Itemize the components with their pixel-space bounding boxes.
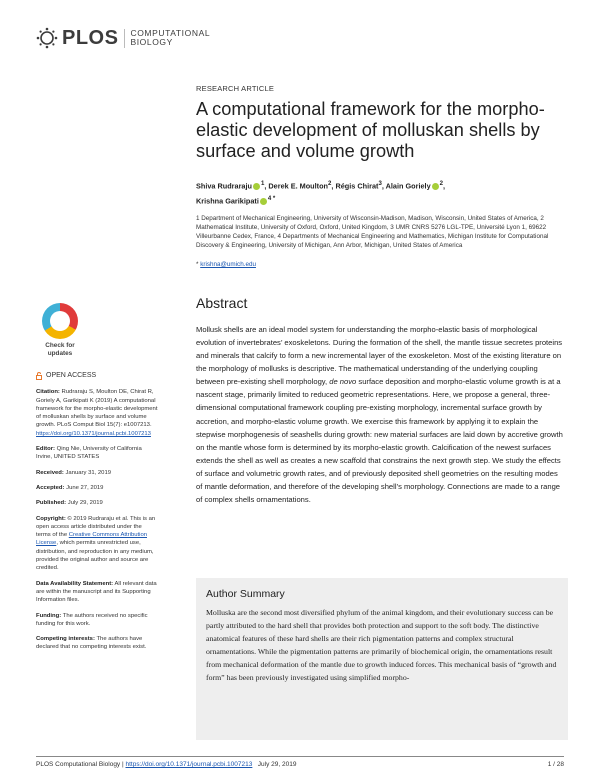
footer-doi-link[interactable]: https://doi.org/10.1371/journal.pcbi.1007213 — [125, 761, 253, 768]
orcid-icon[interactable] — [253, 183, 260, 190]
author-name[interactable]: , Régis Chirat — [331, 181, 379, 191]
author-list — [196, 177, 566, 208]
footer-journal: PLOS Computational Biology — [36, 761, 121, 768]
funding-label: Funding: — [36, 612, 62, 619]
funding-block — [36, 612, 158, 629]
author-name[interactable]: Shiva Rudraraju — [196, 181, 252, 191]
data-availability-block — [36, 580, 158, 605]
received-label: Received: — [36, 469, 64, 476]
footer-divider — [36, 756, 564, 757]
data-availability-text: All relevant data are within the manuscript and its Supporting Information files. — [36, 580, 157, 604]
abstract-text-part1: Mollusk shells are an ideal model system for understanding the morpho-elastic basis of morphological evolution of invertebrates’ exoskeletons. During the formation of the shell, the mantle tissue secretes proteins and minerals that calcify to form a new incremental layer of the exoskeleton. Most of the existing literature on the morphology of mollusks is descriptive. The mathematical understanding of the underlying coupling between pre-existing shell morphology, — [196, 324, 563, 387]
orcid-icon[interactable] — [260, 198, 267, 205]
affiliations: 1 Department of Mechanical Engineering, University of Wisconsin-Madison, Madison, Wisconsin, United States of America, 2 Mathematical Institute, University of Oxford, Oxford, United Kingdom, 3 UMR CNRS 5276 LGL-TPE, Université Lyon 1, 69622 Villeurbanne Cedex, France, 4 Departments of Mechanical Engineering and Mathematics, Michigan Institute for Computational Discovery & Engineering, University of Michigan, Ann Arbor, Michigan, United States of America — [196, 214, 549, 249]
editor-block — [36, 445, 158, 462]
author-affil-sup: 2 — [328, 180, 332, 187]
author-affil-sup: 1 — [260, 180, 265, 187]
journal-name-line2: BIOLOGY — [130, 37, 173, 47]
page-number: 1 / 28 — [547, 761, 564, 768]
copyright-block — [36, 515, 158, 573]
article-title: A computational framework for the morpho-elastic development of molluskan shells by surface and volume growth — [196, 99, 545, 161]
author-affil-sup: 3 — [378, 180, 382, 187]
check-for-updates-badge[interactable] — [36, 303, 84, 363]
copyright-label: Copyright: — [36, 515, 66, 522]
accepted-date: June 27, 2019 — [64, 484, 104, 491]
copyright-text: © 2019 Rudraraju et al. This is an open access article distributed under the terms of the — [36, 515, 156, 539]
author-affil-sup: 2 — [439, 180, 444, 187]
citation-block — [36, 388, 158, 438]
check-updates-line1: Check for — [45, 342, 75, 349]
accepted-label: Accepted: — [36, 484, 65, 491]
accepted-block — [36, 484, 158, 492]
open-lock-icon — [36, 372, 42, 380]
author-separator: , — [443, 181, 446, 191]
plos-logo[interactable] — [36, 24, 210, 52]
journal-name — [124, 29, 210, 48]
published-date: July 29, 2019 — [66, 500, 103, 507]
author-name[interactable]: Krishna Garikipati — [196, 196, 259, 206]
article-type: RESEARCH ARTICLE — [196, 84, 275, 93]
competing-interests-block — [36, 635, 158, 652]
copyright-text-cont: , which permits unrestricted use, distribution, and reproduction in any medium, provided the original author and source are credited. — [36, 540, 154, 572]
orcid-icon[interactable] — [432, 183, 439, 190]
page-footer — [36, 761, 564, 768]
footer-date: July 29, 2019 — [257, 761, 297, 768]
author-summary-box — [196, 578, 568, 740]
check-updates-icon — [42, 303, 78, 339]
check-updates-label — [36, 342, 84, 357]
funding-text: The authors received no specific funding for this work. — [36, 612, 148, 627]
open-access-text: OPEN ACCESS — [46, 372, 97, 379]
abstract-text-italic: de novo — [329, 377, 357, 387]
plos-logo-icon — [36, 27, 58, 49]
data-availability-label: Data Availability Statement: — [36, 580, 114, 587]
corresponding-star: * — [196, 260, 199, 268]
abstract-text-part2: surface deposition and morpho-elastic volume growth is at a nascent stage, primarily limited to reduced geometric representations. Here, we propose a general, three-dimensional computational framework coupling pre-existing morphology, incremental surface growth by accretion, and morpho-elastic volume growth. We exercise this framework by applying it to explain the stepwise morphogenesis of seashells during growth: new material surfaces are laid down by accretive growth on the mantle whose form is determined by its morpho-elastic growth. Calcification of the newest surfaces extends the shell as well as creates a new scaffold that constrains the next growth step. We study the effects of surface and volumetric growth rates, and of previously deposited shell geometries on the resulting modes of mantle deformation, and therefore of the developing shell’s morphology. Connections are made to a range of complex shells ornamentations. — [196, 377, 563, 505]
open-access-label — [36, 372, 158, 380]
footer-separator: | — [120, 761, 126, 768]
check-updates-line2: updates — [47, 349, 73, 357]
editor-label: Editor: — [36, 446, 55, 453]
abstract-heading: Abstract — [196, 294, 248, 311]
sidebar-metadata — [36, 372, 158, 659]
author-name[interactable]: , Alain Goriely — [381, 181, 431, 191]
published-block — [36, 499, 158, 507]
citation-doi-link[interactable]: https://doi.org/10.1371/journal.pcbi.1007213 — [36, 430, 151, 437]
published-label: Published: — [36, 500, 67, 507]
author-name[interactable]: , Derek E. Moulton — [264, 181, 329, 191]
corresponding-email-link[interactable]: krishna@umich.edu — [200, 260, 256, 268]
author-summary-heading: Author Summary — [206, 588, 285, 600]
citation-label: Citation: — [36, 389, 60, 396]
corresponding-author — [196, 260, 566, 269]
logo-text: PLOS — [62, 26, 119, 49]
competing-interests-text: The authors have declared that no competing interests exist. — [36, 636, 147, 651]
received-date: January 31, 2019 — [63, 469, 112, 476]
competing-interests-label: Competing interests: — [36, 636, 95, 643]
citation-text: Rudraraju S, Moulton DE, Chirat R, Goriely A, Garikipati K (2019) A computational framework for the morpho-elastic development of molluskan shells by surface and volume growth. PLoS Comput Biol 15(7): e1007213. — [36, 389, 158, 429]
license-link[interactable]: Creative Commons Attribution License — [36, 532, 147, 547]
author-affil-sup: 4 * — [267, 195, 276, 203]
abstract-text — [196, 323, 566, 506]
author-summary-text: Molluska are the second most diversified phylum of the animal kingdom, and their evolutionary success can be partly attributed to the hard shell that provides both protection and support to the soft body. The distinctive anatomical features of these hard shells are their rich pigmentation patterns and complex structural ornamentations. While the pigmentation patterns are primarily of biochemical origin, the ornamentations result from mechanical deformation of the mantle due to growth induced forces. This mechanical basis of “growth and form” has been previously investigated using simplified morpho- — [206, 608, 557, 683]
editor-text: Qing Nie, University of California Irvine, UNITED STATES — [36, 446, 142, 461]
received-block — [36, 469, 158, 477]
main-column — [196, 84, 566, 506]
journal-name-line1: COMPUTATIONAL — [130, 27, 211, 38]
